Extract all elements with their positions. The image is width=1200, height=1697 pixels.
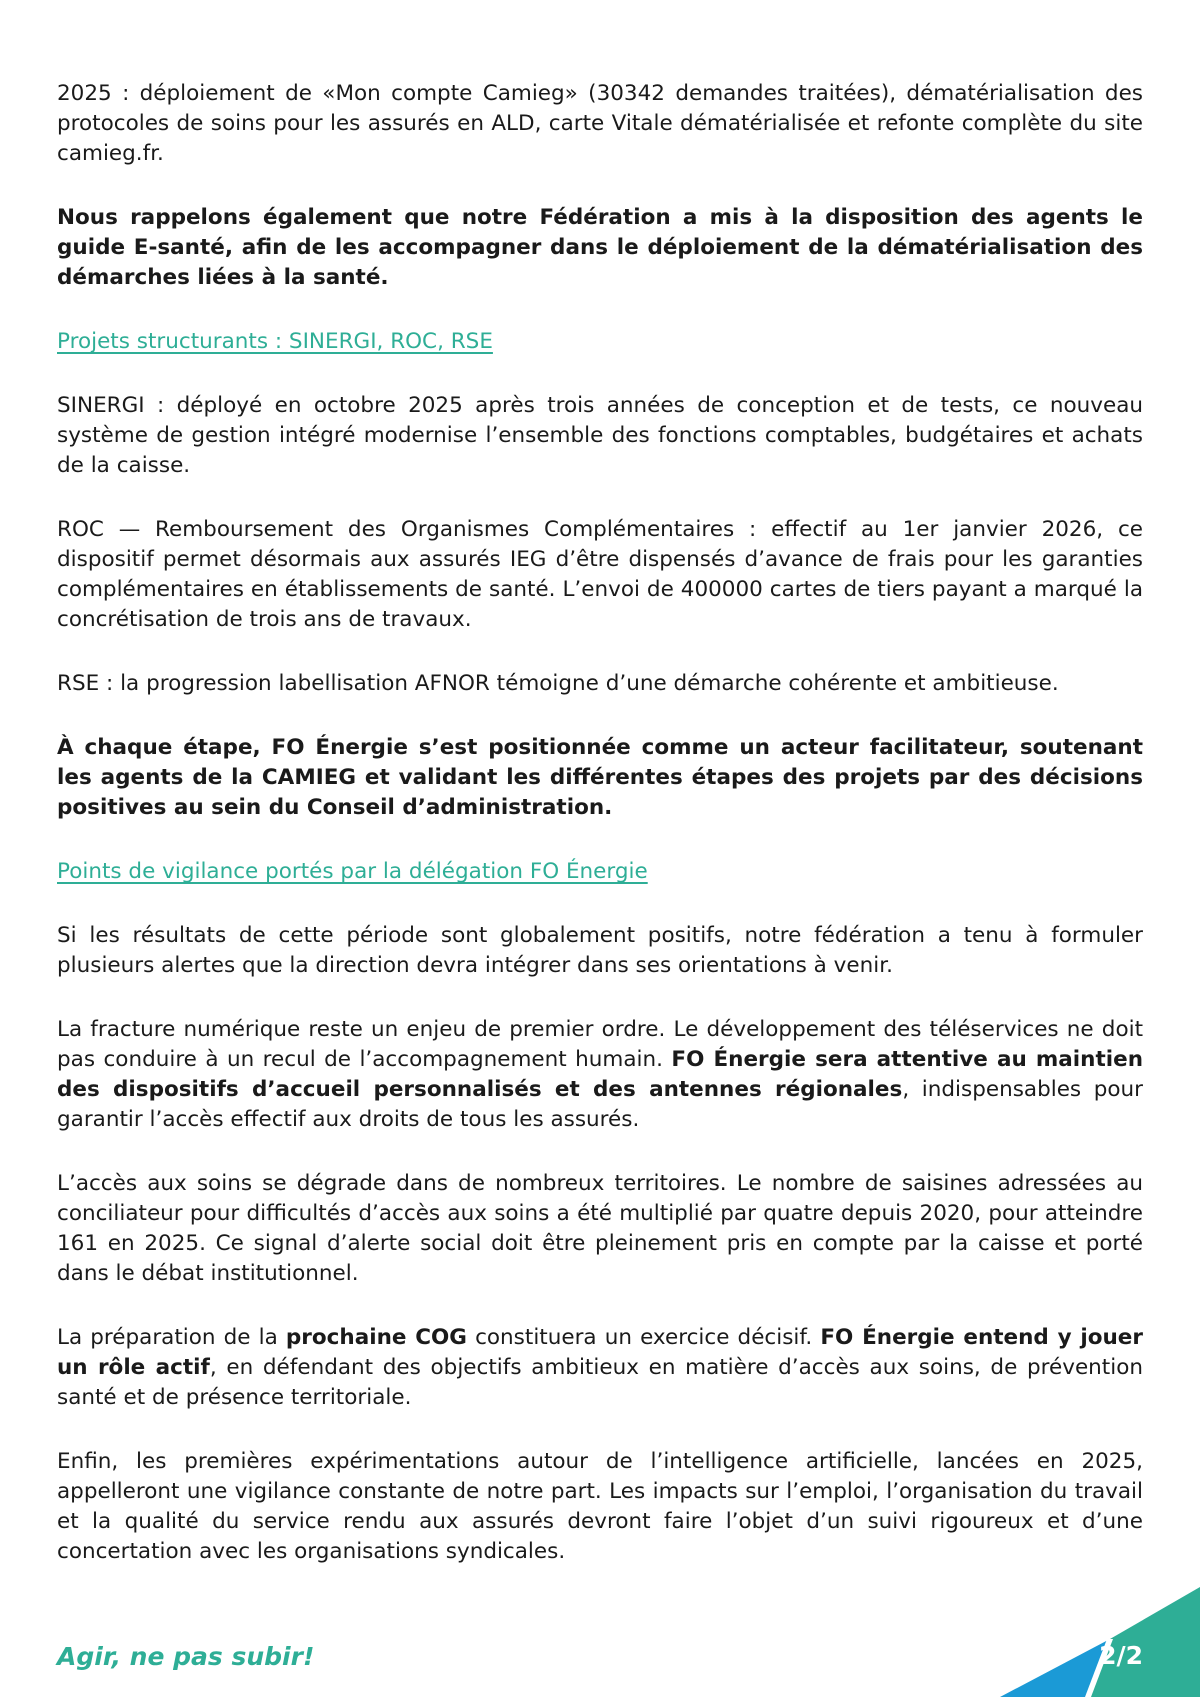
- bold-text: prochaine COG: [285, 1325, 467, 1350]
- text-segment: RSE : la progression labellisation AFNOR témoigne d’une démarche cohérente et ambitieuse.: [57, 671, 1059, 696]
- paragraph: [57, 1323, 1143, 1413]
- section-heading: Projets structurants : SINERGI, ROC, RSE: [57, 329, 493, 354]
- text-segment: , indispensables pour garantir l’accès effectif aux droits de tous les assurés.: [57, 1077, 1144, 1132]
- text-segment: ROC — Remboursement des Organismes Complémentaires : effectif au 1er janvier 2026, ce dispositif permet désormais aux assurés IEG d’être dispensés d’avance de frais pour les garanties complémentaires en établissements de santé. L’envoi de 400000 cartes de tiers payant a marqué la concrétisation de trois ans de travaux.: [57, 517, 1143, 632]
- paragraph: [57, 515, 1143, 635]
- paragraph: [57, 391, 1143, 481]
- paragraph: [57, 203, 1143, 293]
- text-segment: Si les résultats de cette période sont globalement positifs, notre fédération a tenu à formuler plusieurs alertes que la direction devra intégrer dans ses orientations à venir.: [57, 923, 1143, 978]
- text-segment: La préparation de la: [57, 1325, 286, 1350]
- text-segment: , en défendant des objectifs ambitieux en matière d’accès aux soins, de prévention santé et de présence territoriale.: [57, 1355, 1143, 1410]
- paragraph: [57, 79, 1143, 169]
- bold-text: Nous rappelons également que notre Fédération a mis à la disposition des agents le guide E-santé, afin de les accompagner dans le déploiement de la dématérialisation des démarches liées à la santé.: [57, 205, 1143, 290]
- paragraph: [57, 1447, 1143, 1567]
- text-segment: 2025 : déploiement de «Mon compte Camieg» (30342 demandes traitées), dématérialisation des protocoles de soins pour les assurés en ALD, carte Vitale dématérialisée et refonte complète du site camieg.fr.: [57, 81, 1143, 166]
- text-segment: SINERGI : déployé en octobre 2025 après trois années de conception et de tests, ce nouveau système de gestion intégré modernise l’ensemble des fonctions comptables, budgétaires et achats de la caisse.: [57, 393, 1143, 478]
- bold-text: FO Énergie sera attentive au maintien des dispositifs d’accueil personnalisés et des antennes régionales: [57, 1047, 1143, 1102]
- document-body: [57, 79, 1143, 1601]
- footer-slogan: Agir, ne pas subir!: [57, 1642, 315, 1671]
- bold-text: À chaque étape, FO Énergie s’est positionnée comme un acteur facilitateur, soutenant les agents de la CAMIEG et validant les différentes étapes des projets par des décisions positives au sein du Conseil d’administration.: [57, 735, 1143, 820]
- text-segment: constituera un exercice décisif.: [466, 1325, 821, 1350]
- text-segment: La fracture numérique reste un enjeu de premier ordre. Le développement des téléservices ne doit pas conduire à un recul de l’accompagnement humain.: [57, 1017, 1143, 1072]
- paragraph: [57, 921, 1143, 981]
- text-segment: Enfin, les premières expérimentations autour de l’intelligence artificielle, lancées en 2025, appelleront une vigilance constante de notre part. Les impacts sur l’emploi, l’organisation du travail et la qualité du service rendu aux assurés devront faire l’objet d’un suivi rigoureux et d’une concertation avec les organisations syndicales.: [57, 1449, 1143, 1564]
- paragraph: [57, 1169, 1143, 1289]
- bold-text: FO Énergie entend y jouer un rôle actif: [57, 1325, 1143, 1380]
- paragraph: [57, 669, 1143, 699]
- paragraph: [57, 733, 1143, 823]
- paragraph: [57, 1015, 1143, 1135]
- section-heading: Points de vigilance portés par la délégation FO Énergie: [57, 859, 648, 884]
- page-number: 2/2: [1099, 1641, 1143, 1670]
- text-segment: L’accès aux soins se dégrade dans de nombreux territoires. Le nombre de saisines adressées au conciliateur pour difficultés d’accès aux soins a été multiplié par quatre depuis 2020, pour atteindre 161 en 2025. Ce signal d’alerte social doit être pleinement pris en compte par la caisse et porté dans le débat institutionnel.: [57, 1171, 1143, 1286]
